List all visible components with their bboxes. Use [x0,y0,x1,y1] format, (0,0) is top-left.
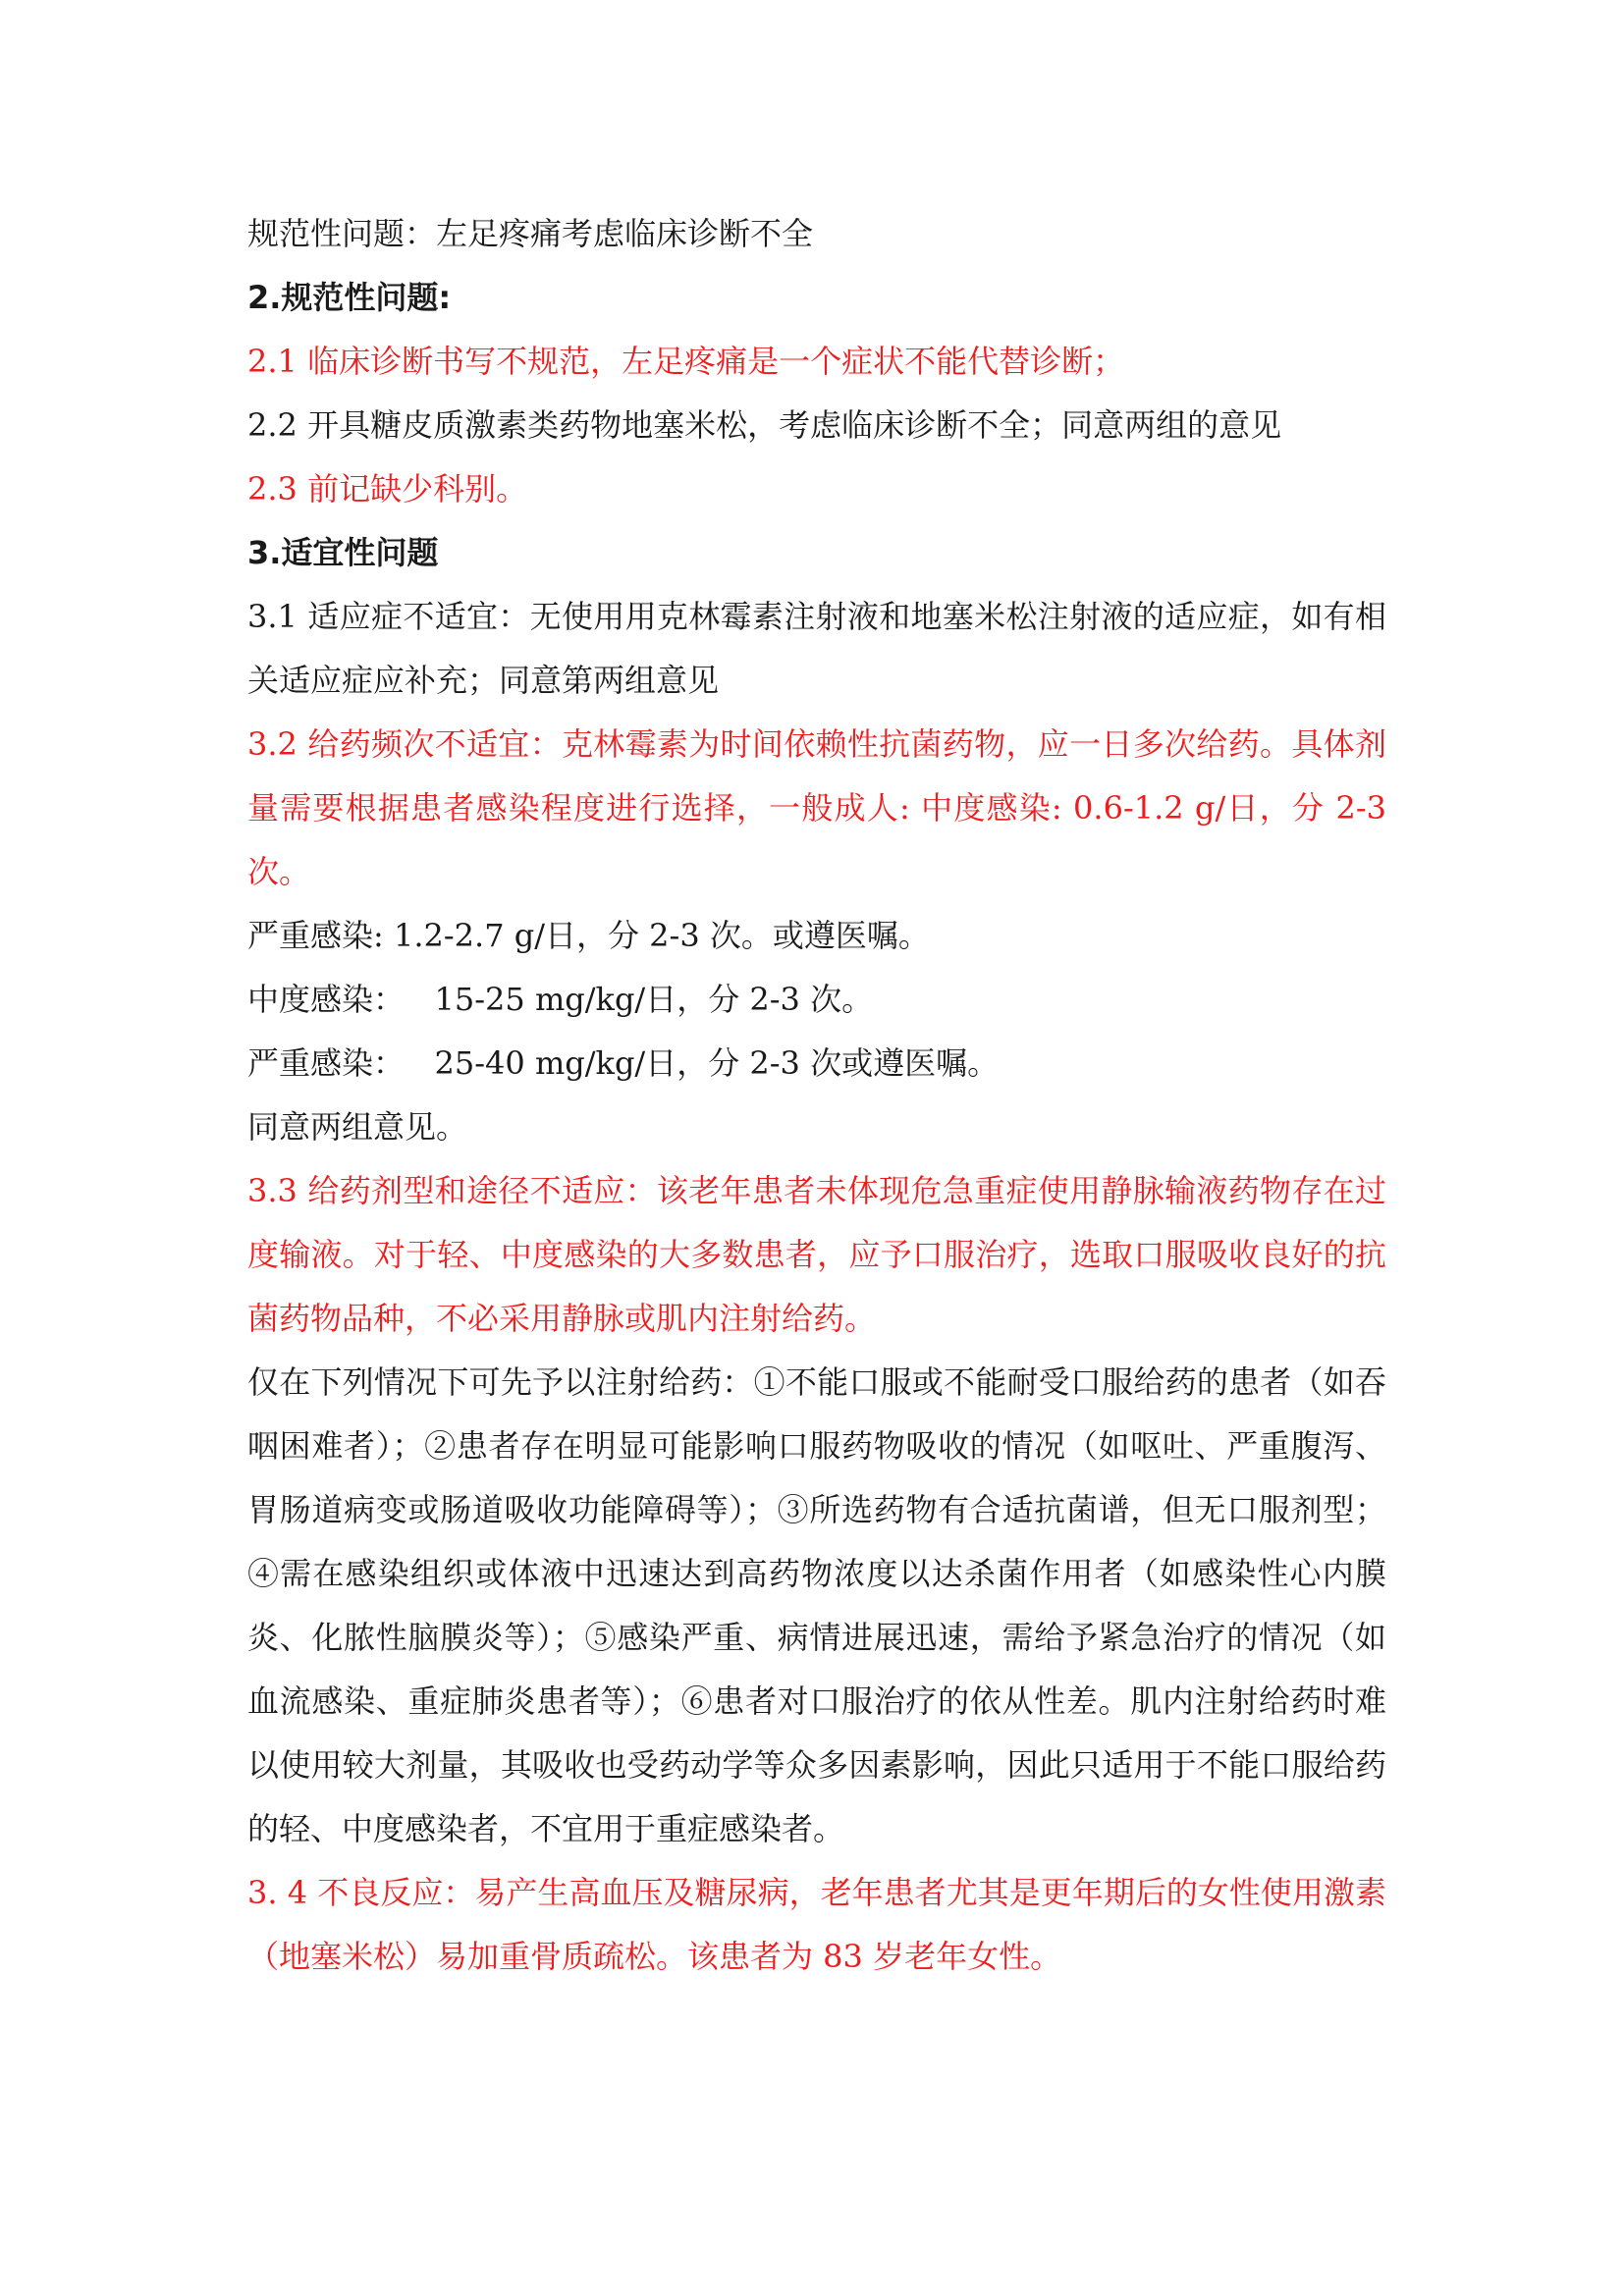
paragraph-2-3: 2.3 前记缺少科别。 [247,470,528,507]
paragraph-severe-infection-child: 严重感染： 25-40 mg/kg/日，分 2-3 次或遵医嘱。 [247,1044,1000,1082]
paragraph-3-1: 3.1 适应症不适宜：无使用用克林霉素注射液和地塞米松注射液的适应症，如有相关适应症应补充；同意第两组意见 [247,598,1386,699]
paragraph-2-1: 2.1 临床诊断书写不规范，左足疼痛是一个症状不能代替诊断； [247,343,1125,380]
document-page [247,202,1386,1989]
paragraph-3-4: 3. 4 不良反应：易产生高血压及糖尿病，老年患者尤其是更年期后的女性使用激素（地塞米松）易加重骨质疏松。该患者为 83 岁老年女性。 [247,1874,1386,1975]
paragraph-severe-infection-adult: 严重感染: 1.2-2.7 g/日，分 2-3 次。或遵医嘱。 [247,917,930,954]
paragraph-2-2: 2.2 开具糖皮质激素类药物地塞米松，考虑临床诊断不全；同意两组的意见 [247,406,1282,444]
heading-normative-issues: 2.规范性问题: [247,279,452,316]
paragraph-summary: 规范性问题：左足疼痛考虑临床诊断不全 [247,215,814,252]
heading-appropriateness-issues: 3.适宜性问题 [247,534,439,571]
paragraph-moderate-infection-child: 中度感染： 15-25 mg/kg/日，分 2-3 次。 [247,981,874,1018]
paragraph-injection-conditions: 仅在下列情况下可先予以注射给药：①不能口服或不能耐受口服给药的患者（如吞咽困难者）；②患者存在明显可能影响口服药物吸收的情况（如呕吐、严重腹泻、胃肠道病变或肠道吸收功能障碍等）；③所选药物有合适抗菌谱，但无口服剂型；④需在感染组织或体液中迅速达到高药物浓度以达杀菌作用者（如感染性心内膜炎、化脓性脑膜炎等）；⑤感染严重、病情进展迅速，需给予紧急治疗的情况（如血流感染、重症肺炎患者等）；⑥患者对口服治疗的依从性差。肌内注射给药时难以使用较大剂量，其吸收也受药动学等众多因素影响，因此只适用于不能口服给药的轻、中度感染者，不宜用于重症感染者。 [247,1363,1386,1847]
paragraph-agree: 同意两组意见。 [247,1108,468,1146]
paragraph-3-2: 3.2 给药频次不适宜：克林霉素为时间依赖性抗菌药物，应一日多次给药。具体剂量需要根据患者感染程度进行选择，一般成人: 中度感染: 0.6-1.2 g/日，分 2-3 次。 [247,725,1386,890]
paragraph-3-3: 3.3 给药剂型和途径不适应：该老年患者未体现危急重症使用静脉输液药物存在过度输液。对于轻、中度感染的大多数患者，应予口服治疗，选取口服吸收良好的抗菌药物品种，不必采用静脉或肌内注射给药。 [247,1172,1386,1337]
